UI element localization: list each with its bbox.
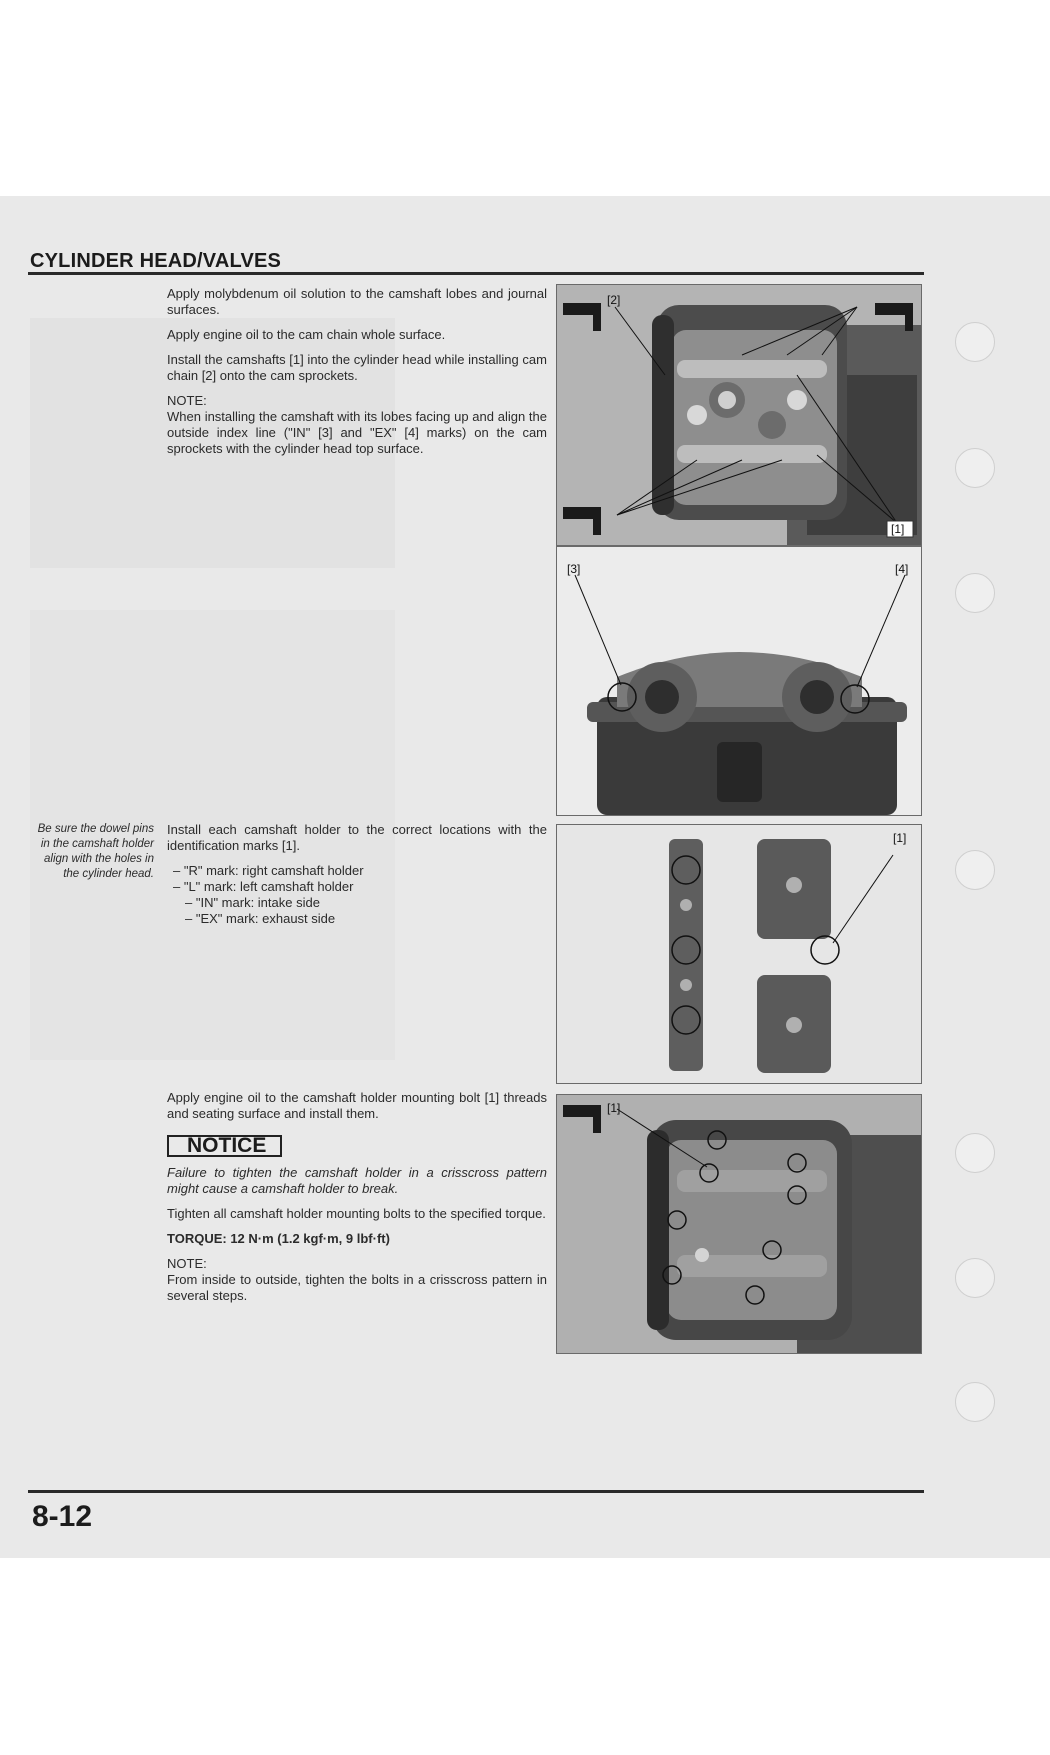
binder-hole	[955, 1382, 995, 1422]
step1-paragraph: Apply molybdenum oil solution to the camshaft lobes and journal surfaces.	[167, 286, 547, 317]
holder-illustration	[557, 825, 921, 1083]
photo-camshaft-install	[556, 284, 922, 546]
notice-badge: NOTICE	[167, 1135, 282, 1157]
callout-label: [1]	[893, 831, 907, 845]
binder-hole	[955, 573, 995, 613]
step2-text	[167, 822, 547, 927]
notice-text: Failure to tighten the camshaft holder in a crisscross pattern might cause a camshaft holder to break.	[167, 1165, 547, 1196]
step1-paragraph: Install the camshafts [1] into the cylinder head while installing cam chain [2] onto the cam sprockets.	[167, 352, 547, 383]
callout-label: [4]	[895, 562, 909, 576]
step3-paragraph: Apply engine oil to the camshaft holder mounting bolt [1] threads and seating surface and install them.	[167, 1090, 547, 1121]
binder-hole	[955, 850, 995, 890]
list-item: – "EX" mark: exhaust side	[185, 911, 336, 926]
binder-hole	[955, 1133, 995, 1173]
list-item: – "IN" mark: intake side	[185, 895, 320, 910]
step3-text	[167, 1090, 547, 1313]
torque-spec: TORQUE: 12 N·m (1.2 kgf·m, 9 lbf·ft)	[167, 1231, 390, 1246]
callout-label: [1]	[607, 1101, 621, 1115]
sprocket-illustration	[557, 547, 921, 815]
footer-rule	[28, 1490, 924, 1493]
side-note: Be sure the dowel pins in the camshaft holder align with the holes in the cylinder head.	[37, 823, 154, 880]
photo-camshaft-holders	[556, 824, 922, 1084]
note-text: From inside to outside, tighten the bolts in a crisscross pattern in several steps.	[167, 1272, 547, 1303]
list-item: – "R" mark: right camshaft holder	[173, 863, 364, 878]
photo-index-marks	[556, 546, 922, 816]
section-title: CYLINDER HEAD/VALVES	[30, 250, 282, 272]
callout-label: [1]	[891, 522, 905, 536]
note-text: When installing the camshaft with its lobes facing up and align the outside index line ("IN" [3] and "EX" [4] marks) on the cam sprockets with the cylinder head top surface.	[167, 409, 547, 456]
binder-hole	[955, 1258, 995, 1298]
step1-text	[167, 286, 547, 466]
binder-hole	[955, 322, 995, 362]
note-label: NOTE:	[167, 393, 207, 408]
bolts-illustration	[557, 1095, 921, 1353]
step1-paragraph: Apply engine oil to the cam chain whole surface.	[167, 327, 446, 342]
callout-label: [3]	[567, 562, 581, 576]
photo-mounting-bolts	[556, 1094, 922, 1354]
step2-intro: Install each camshaft holder to the correct locations with the identification marks [1].	[167, 822, 547, 853]
mark-list	[167, 863, 547, 927]
note-label: NOTE:	[167, 1256, 207, 1271]
page-number: 8-12	[32, 1500, 93, 1533]
binder-hole	[955, 448, 995, 488]
header-rule	[28, 272, 924, 275]
engine-illustration	[557, 285, 921, 545]
step3-paragraph: Tighten all camshaft holder mounting bolts to the specified torque.	[167, 1206, 546, 1221]
list-item: – "L" mark: left camshaft holder	[173, 879, 354, 894]
callout-label: [2]	[607, 293, 621, 307]
